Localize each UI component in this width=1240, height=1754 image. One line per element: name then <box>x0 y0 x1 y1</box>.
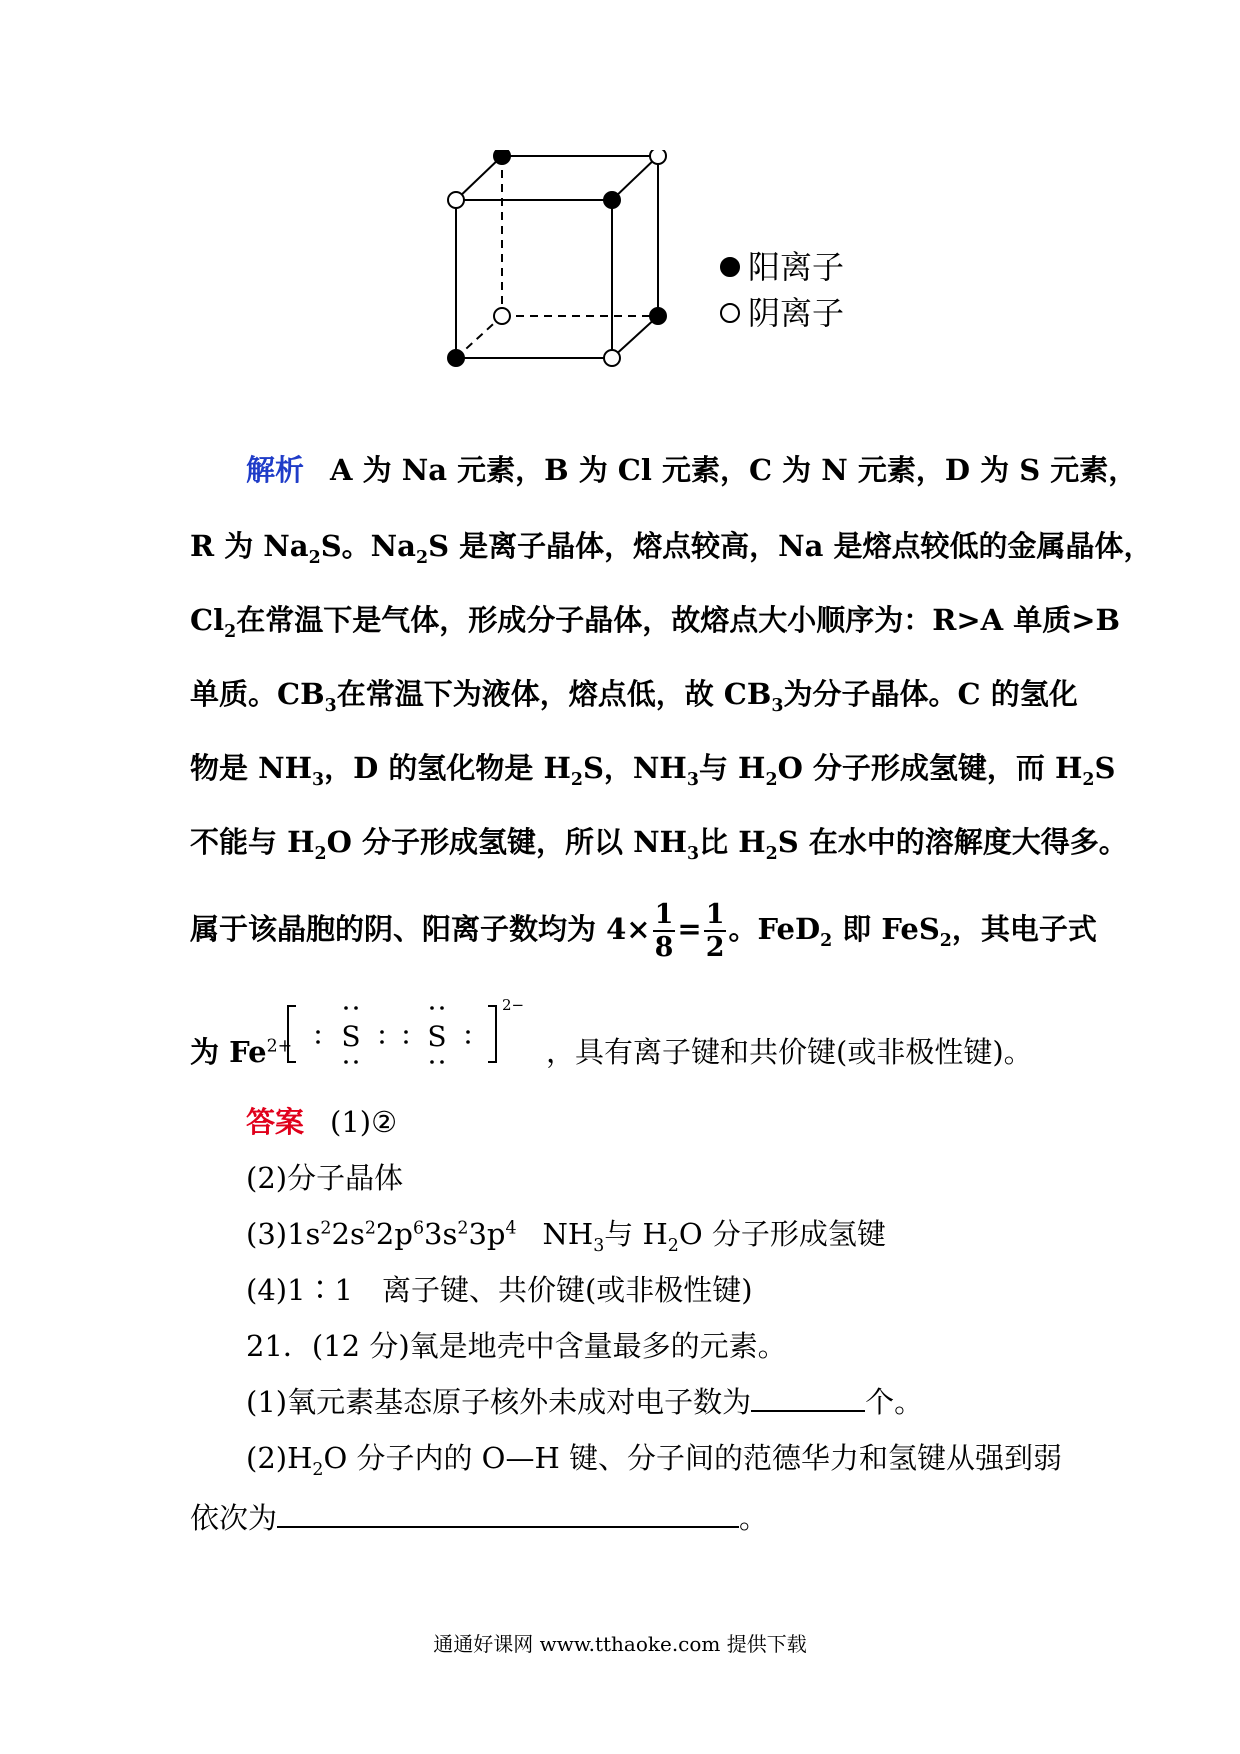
legend-cation: 阳离子 <box>748 248 845 286</box>
question-21-part-1: (1)氧元素基态原子核外未成对电子数为 个。 <box>246 1380 1060 1420</box>
cation-vertex <box>448 350 464 366</box>
fraction-one-half: $\frac{1}{2}$ <box>705 899 725 963</box>
cation-vertex <box>494 150 510 164</box>
analysis-line-5: 物是 $NH_3$，D 的氢化物是 $H_2S$，$NH_3$与 $H_2O$ 分子形成氢键，而 $H_2S$ <box>190 751 1116 790</box>
disulfide-charge: 2− <box>502 996 525 1014</box>
open-circle-icon <box>720 303 740 323</box>
anion-vertex <box>448 192 464 208</box>
analysis-line-2: R 为 $Na_2S$。$Na_2S$ 是离子晶体，熔点较高，Na 是熔点较低的金属晶体， <box>190 529 1153 568</box>
question-21-part-2-cont: 依次为 。 <box>190 1496 1060 1536</box>
page-footer: 通通好课网 www.tthaoke.com 提供下载 <box>433 1632 807 1656</box>
disulfide-electron-formula <box>282 996 540 1072</box>
diagram-legend <box>720 244 844 336</box>
crystal-cell-diagram <box>420 150 710 410</box>
analysis-label: 解析 <box>246 453 305 487</box>
cation-vertex <box>604 192 620 208</box>
answer-line-3: $(3)1s^22s^22p^63s^23p^4$ $NH_3$与 $H_2O$ 分子形成氢键 <box>246 1217 886 1256</box>
fraction-one-eighth: $\frac{1}{8}$ <box>654 899 674 963</box>
analysis-line-7: 属于该晶胞的阴、阳离子数均为 4× $\frac{1}{8}$ = $\frac{1}{2}$ 。FeD$_2$ 即 FeS$_2$，其电子式 <box>190 899 1097 963</box>
analysis-line-4: 单质。$CB_3$在常温下为液体，熔点低，故 $CB_3$为分子晶体。C 的氢化 <box>190 677 1078 716</box>
question-21-title: 21．(12 分)氧是地壳中含量最多的元素。 <box>246 1329 787 1363</box>
answer-line-4: (4)1∶1 离子键、共价键(或非极性键) <box>246 1273 753 1307</box>
answer-label: 答案 <box>246 1105 305 1139</box>
sulfur-symbol: S <box>427 1020 447 1053</box>
sulfur-symbol: S <box>341 1020 361 1053</box>
answer-blank-1[interactable] <box>751 1382 865 1412</box>
answer-line-2: (2)分子晶体 <box>246 1161 404 1195</box>
anion-vertex <box>650 150 666 164</box>
filled-circle-icon <box>720 257 740 277</box>
analysis-line-8-right: ，具有离子键和共价键(或非极性键)。 <box>546 1035 1033 1069</box>
answer-blank-2[interactable] <box>277 1498 739 1528</box>
anion-vertex <box>604 350 620 366</box>
answer-line-1: 答案 (1)② <box>246 1105 398 1139</box>
cation-vertex <box>650 308 666 324</box>
analysis-line-6: 不能与 $H_2O$ 分子形成氢键，所以 $NH_3$比 $H_2S$ 在水中的溶解度大得多。 <box>190 825 1128 864</box>
anion-vertex <box>494 308 510 324</box>
analysis-line-1: 解析 A 为 Na 元素，B 为 Cl 元素，C 为 N 元素，D 为 S 元素， <box>246 453 1138 487</box>
legend-anion: 阴离子 <box>748 294 845 332</box>
question-21-part-2: $(2)H_2O$ 分子内的 O—H 键、分子间的范德华力和氢键从强到弱 <box>246 1441 1062 1480</box>
analysis-line-3: $Cl_2$在常温下是气体，形成分子晶体，故熔点大小顺序为：R>A 单质>B <box>190 603 1121 642</box>
analysis-line-8-left: 为 $Fe^{2+}$ <box>190 1035 293 1069</box>
